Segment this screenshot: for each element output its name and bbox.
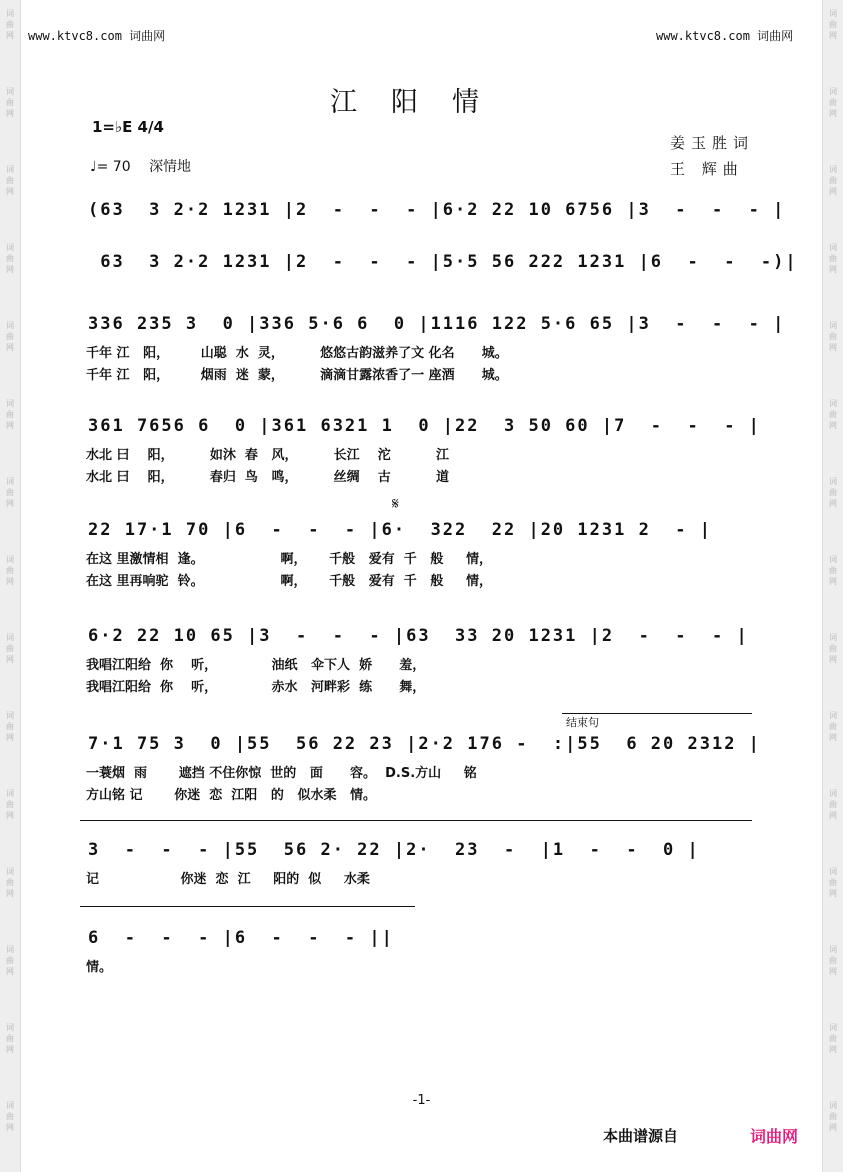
lyric-line: 千年 江 阳， 烟雨 迷 蒙， 滴滴甘露浓香了一 座酒 城。 [86, 368, 508, 383]
header-site-right[interactable]: www.ktvc8.com 词曲网 [656, 29, 794, 43]
ending-label: 结束句 [566, 716, 599, 729]
ending-line-2 [80, 906, 415, 907]
watermark-text: 词 曲 网 [6, 711, 14, 742]
watermark-text: 词 曲 网 [6, 1101, 14, 1132]
lyric-line: 在这 里再响驼 铃。 啊， 千般 爱有 千 般 情， [86, 574, 492, 589]
watermark-text: 词 曲 网 [6, 165, 14, 196]
watermark-text: 词 曲 网 [829, 321, 837, 352]
watermark-text: 词 曲 网 [829, 867, 837, 898]
lyric-line: 在这 里激情相 逢。 啊， 千般 爱有 千 般 情， [86, 552, 492, 567]
watermark-text: 词 曲 网 [6, 867, 14, 898]
segno-sign: 𝄋 [392, 494, 399, 513]
notation-line: 63 3 2·2 1231 |2 - - - |5·5 56 222 1231 |6 - - -)| [88, 252, 798, 272]
watermark-text: 词 曲 网 [829, 555, 837, 586]
lyric-line: 我唱江阳给 你 听， 油纸 伞下人 娇 羞， [86, 658, 426, 673]
lyric-line: 水北 曰 阳， 如沐 春 风， 长江 沱 江 [86, 448, 450, 463]
left-watermark-strip [0, 0, 21, 1172]
lyric-line: 情。 [86, 960, 113, 975]
watermark-text: 词 曲 网 [829, 1101, 837, 1132]
lyric-line: 方山铭 记 你迷 恋 江阳 的 似水柔 情。 [86, 788, 377, 803]
watermark-text: 词 曲 网 [6, 399, 14, 430]
notation-line: 361 7656 6 0 |361 6321 1 0 |22 3 50 60 |7 - - - | [88, 416, 761, 436]
song-title: 江阳情 [330, 87, 513, 118]
lyric-line: 记 你迷 恋 江 阳的 似 水柔 [86, 872, 370, 887]
watermark-text: 词 曲 网 [6, 87, 14, 118]
notation-line: 336 235 3 0 |336 5·6 6 0 |1116 122 5·6 65 |3 - - - | [88, 314, 786, 334]
footer-source-text: 本曲谱源自 [603, 1127, 679, 1145]
watermark-text: 词 曲 网 [829, 165, 837, 196]
watermark-text: 词 曲 网 [6, 9, 14, 40]
notation-line: 3 - - - |55 56 2· 22 |2· 23 - |1 - - 0 | [88, 840, 700, 860]
lyric-line: 我唱江阳给 你 听， 赤水 河畔彩 练 舞， [86, 680, 426, 695]
expression-mark: 深情地 [149, 159, 192, 175]
notation-line: 6 - - - |6 - - - || [88, 928, 394, 948]
right-watermark-strip [822, 0, 843, 1172]
notation-line: 22 17·1 70 |6 - - - |6· 322 22 |20 1231 2 - | [88, 520, 712, 540]
watermark-text: 词 曲 网 [829, 711, 837, 742]
watermark-text: 词 曲 网 [829, 87, 837, 118]
watermark-text: 词 曲 网 [829, 399, 837, 430]
key-signature: 1=♭E 4/4 [92, 118, 164, 136]
watermark-text: 词 曲 网 [829, 477, 837, 508]
watermark-text: 词 曲 网 [829, 633, 837, 664]
tempo-mark [90, 156, 191, 176]
composer-credit: 王 辉曲 [670, 160, 744, 178]
ending-line [80, 820, 752, 821]
watermark-text: 词 曲 网 [6, 321, 14, 352]
lyricist-credit: 姜玉胜词 [670, 134, 755, 152]
watermark-text: 词 曲 网 [6, 945, 14, 976]
watermark-text: 词 曲 网 [6, 1023, 14, 1054]
watermark-text: 词 曲 网 [829, 9, 837, 40]
watermark-text: 词 曲 网 [6, 555, 14, 586]
notation-line: 7·1 75 3 0 |55 56 22 23 |2·2 176 - :|55 6 20 2312 | [88, 734, 761, 754]
header-site-left[interactable]: www.ktvc8.com 词曲网 [28, 29, 166, 43]
watermark-text: 词 曲 网 [829, 243, 837, 274]
notation-line: 6·2 22 10 65 |3 - - - |63 33 20 1231 |2 - - - | [88, 626, 749, 646]
watermark-text: 词 曲 网 [829, 789, 837, 820]
footer-logo[interactable]: 词曲网 [750, 1127, 799, 1146]
watermark-text: 词 曲 网 [6, 243, 14, 274]
lyric-line: 水北 曰 阳， 春归 鸟 鸣， 丝绸 古 道 [86, 470, 450, 485]
page-number: -1- [412, 1093, 431, 1108]
lyric-line: 千年 江 阳， 山聪 水 灵， 悠悠古韵滋养了文 化名 城。 [86, 346, 508, 361]
tempo-value: ♩= 70 [90, 159, 131, 175]
watermark-text: 词 曲 网 [829, 1023, 837, 1054]
lyric-line: 一蓑烟 雨 遮挡 不住你惊 世的 面 容。 D.S.方山 铭 [86, 766, 477, 781]
watermark-text: 词 曲 网 [6, 477, 14, 508]
notation-line: (63 3 2·2 1231 |2 - - - |6·2 22 10 6756 |3 - - - | [88, 200, 786, 220]
watermark-text: 词 曲 网 [6, 789, 14, 820]
watermark-text: 词 曲 网 [6, 633, 14, 664]
watermark-text: 词 曲 网 [829, 945, 837, 976]
